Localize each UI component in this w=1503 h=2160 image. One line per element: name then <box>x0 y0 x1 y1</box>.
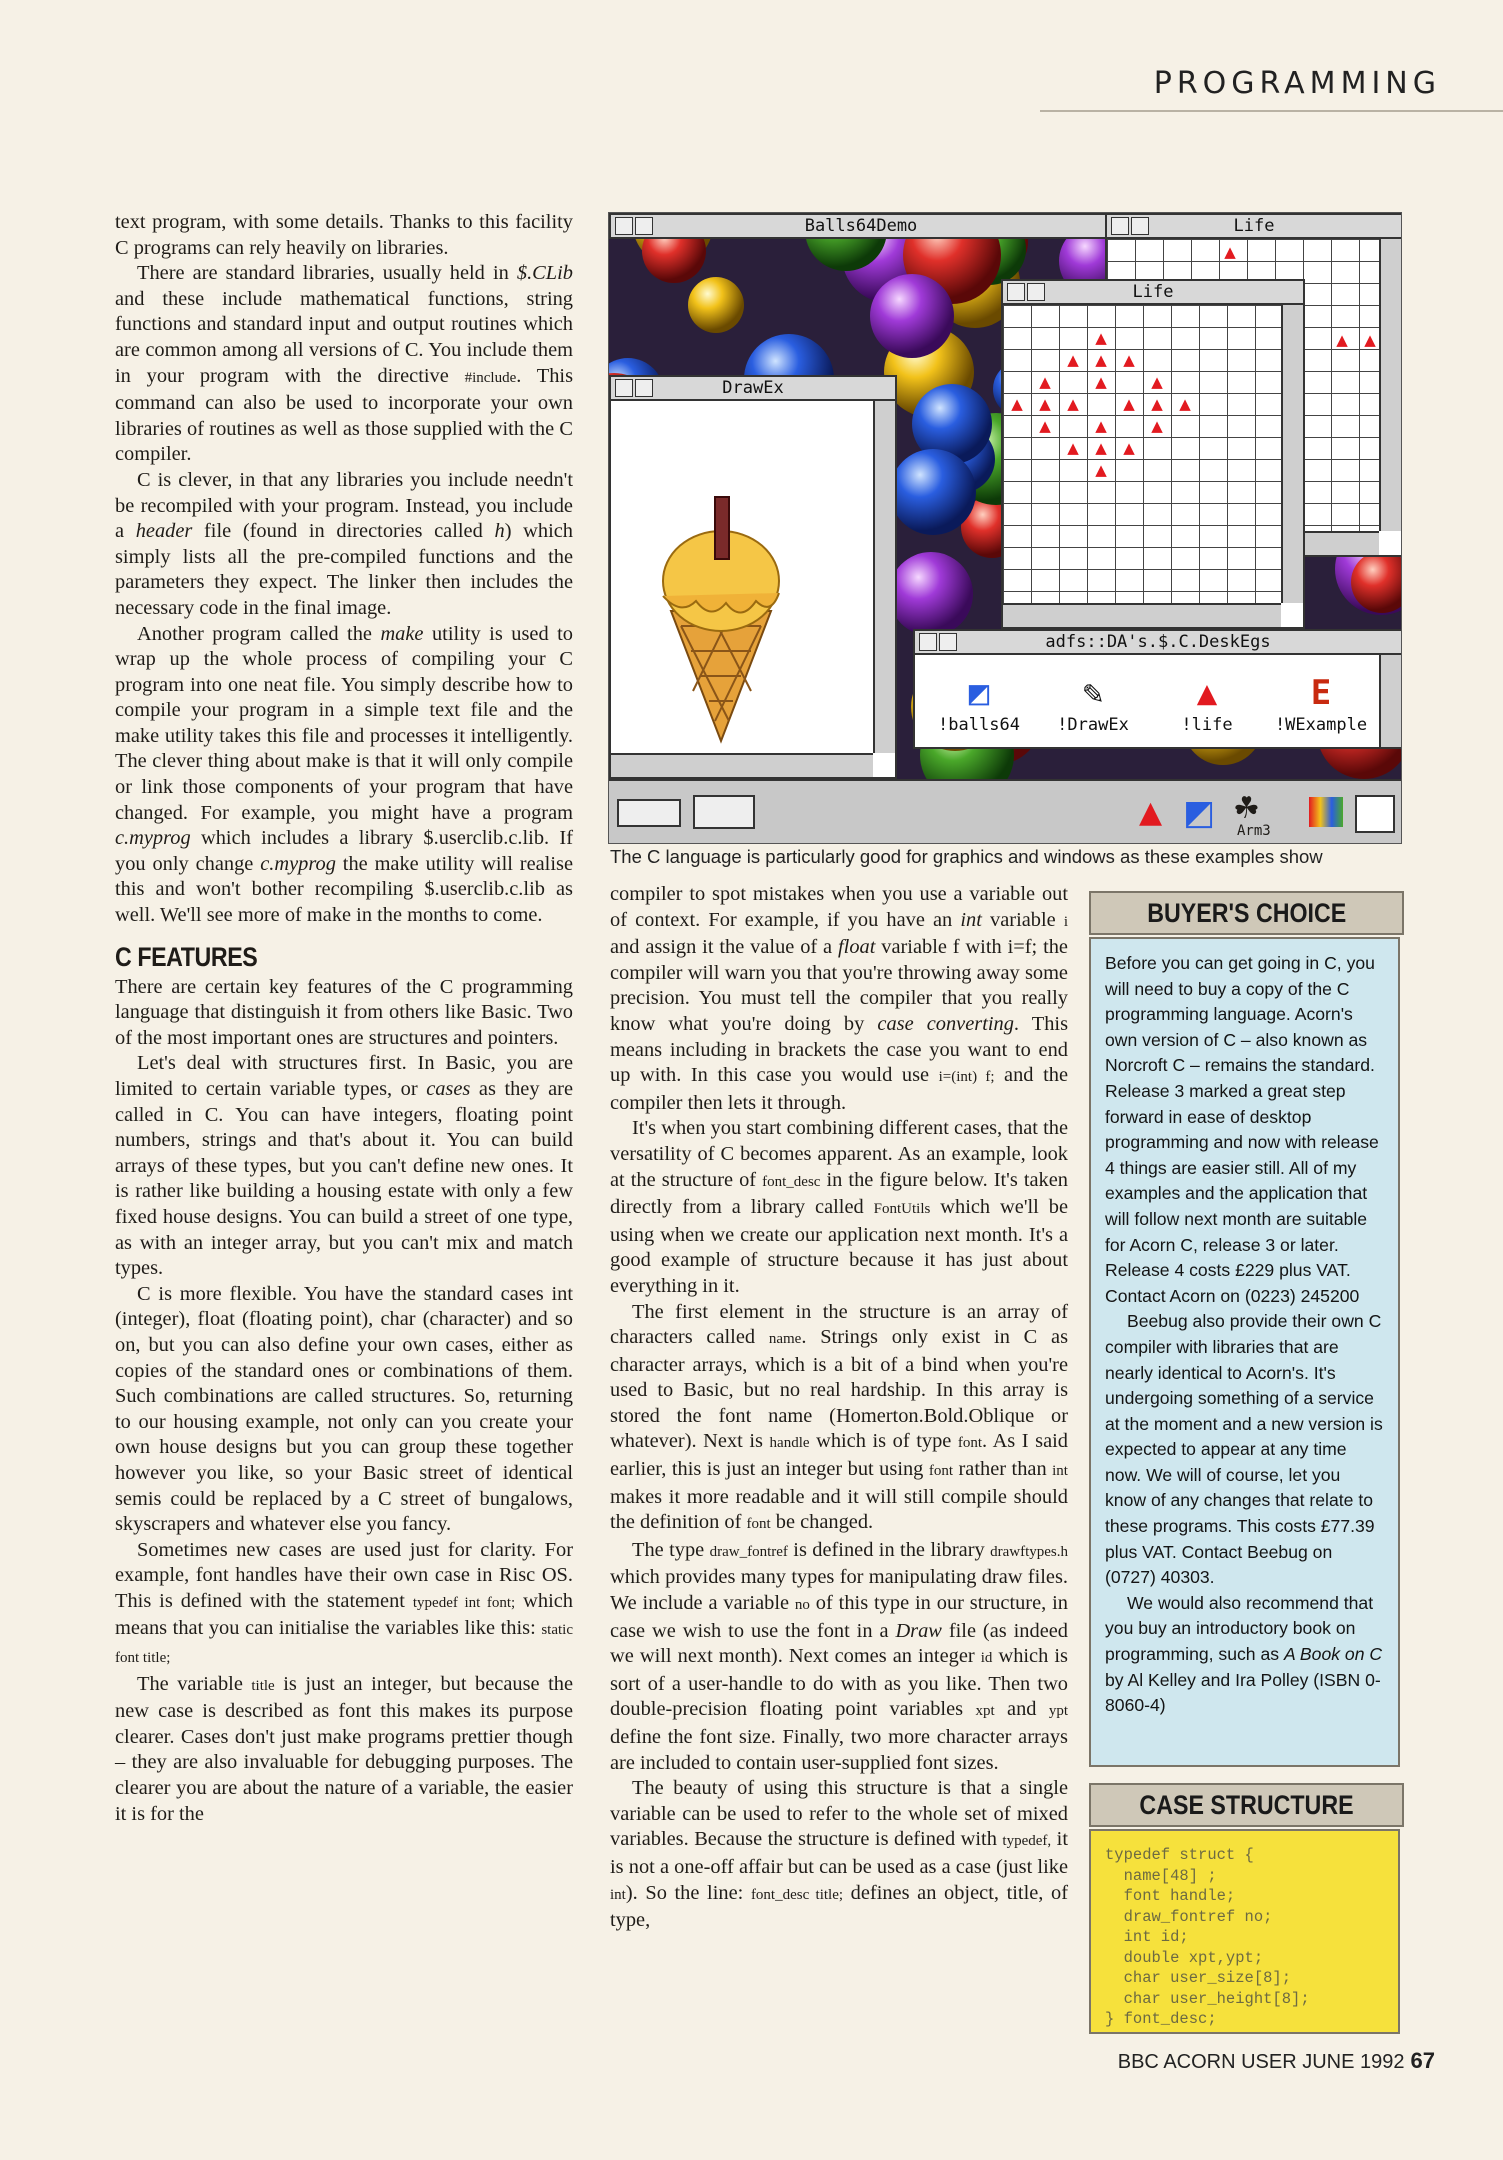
text: and these include mathematical functions, string functions and standard input and output routines which are common among all versions of C. You include them in your program with the directive <box>115 287 573 387</box>
close-icon[interactable] <box>1027 283 1045 301</box>
inline-code: i <box>1063 913 1069 930</box>
text: which we'll be using when we create our application next month. It's a good example of structure because it has just about everything in it. <box>610 1196 1068 1297</box>
section-heading: C FEATURES <box>115 941 258 972</box>
window-title-bar[interactable] <box>611 215 1111 239</box>
text: in the figure below. It's taken directly from a library called <box>610 1168 1068 1219</box>
text: variable <box>981 908 1064 931</box>
inline-code: draw_fontref <box>709 1543 788 1560</box>
ice-cream-drawing <box>611 401 873 753</box>
case-structure-code: typedef struct { name[48] ; font handle; draw_fontref no; int id; double xpt,ypt; char user_size[8]; char user_height[8]; } font_desc; <box>1089 1829 1400 2034</box>
book-title: A Book on C <box>1283 1644 1383 1665</box>
heading-text: BUYER'S CHOICE <box>1146 898 1347 928</box>
life-cell-icon: ▲ <box>1179 395 1191 413</box>
life-cell-icon: ▲ <box>1095 439 1107 457</box>
article-column-1 <box>115 210 573 1827</box>
buyers-choice-box <box>1089 937 1400 1767</box>
text: There are certain key features of the C programming language that distinguish it from others like Basic. Two of the most important ones are structures and pointers. <box>115 975 573 1049</box>
text: it is not a one-off affair but can be used as a case (just like <box>610 1828 1068 1878</box>
text: There are standard libraries, usually held in <box>137 262 517 285</box>
emphasis: int <box>960 908 982 931</box>
inline-code: int <box>1052 1463 1068 1480</box>
paragraph <box>115 468 573 622</box>
life-cell-icon: ▲ <box>1151 417 1163 435</box>
text: makes it more readable and it will still compile should the definition of <box>610 1485 1068 1534</box>
vertical-scrollbar[interactable] <box>1281 305 1303 603</box>
text: and the compiler then lets it through. <box>610 1064 1068 1114</box>
text: text program, with some details. Thanks to this facility C programs can rely heavily on libraries. <box>115 211 573 259</box>
text: It's when you start combining different cases, that the versatility of C becomes apparent. As an example, look at the structure of <box>610 1117 1068 1191</box>
paragraph <box>610 882 1068 1116</box>
emphasis: header <box>135 520 193 543</box>
life-cell-icon: ▲ <box>1336 331 1348 349</box>
text: be changed. <box>770 1511 874 1534</box>
horizontal-scrollbar[interactable] <box>1003 603 1281 627</box>
emphasis: case converting <box>877 1012 1014 1035</box>
text: define the font size. Finally, two more character arrays are included to contain user-supplied font sizes. <box>610 1726 1068 1774</box>
text: ). So the line: <box>625 1881 751 1904</box>
text: The first element in the structure is an array of characters called <box>610 1300 1068 1349</box>
inline-code: no <box>794 1597 810 1614</box>
life-cell-icon: ▲ <box>1364 331 1376 349</box>
ram-disc-icon[interactable] <box>693 795 755 829</box>
inline-code: FontUtils <box>873 1201 931 1218</box>
text: compiler to spot mistakes when you use a variable out of context. For example, if you have an <box>610 883 1068 931</box>
inline-code: i=(int) f; <box>938 1069 995 1086</box>
text: is defined in the library <box>787 1538 991 1561</box>
inline-code: title <box>251 1677 275 1694</box>
close-icon[interactable] <box>635 217 653 235</box>
paragraph <box>610 1776 1068 1934</box>
paragraph <box>115 622 573 929</box>
issue-line: BBC ACORN USER JUNE 1992 <box>1117 2051 1405 2073</box>
window-title: Balls64Demo <box>804 216 918 236</box>
life-cell-icon: ▲ <box>1039 417 1051 435</box>
text: which means that you can initialise the variables like this: <box>115 1589 573 1640</box>
life-cell-icon: ▲ <box>1151 395 1163 413</box>
paragraph <box>115 975 573 1052</box>
text: Another program called the <box>137 622 381 645</box>
close-icon[interactable] <box>635 379 653 397</box>
text: which is of type <box>809 1430 958 1453</box>
filer-window <box>913 629 1402 749</box>
balls-iconbar-icon[interactable]: ◩ <box>1183 793 1216 833</box>
figure-caption: The C language is particularly good for graphics and windows as these examples show <box>610 846 1323 867</box>
text: by Al Kelley and Ira Polley (ISBN 0-8060-4) <box>1105 1669 1381 1716</box>
app-label: !WExample <box>1274 715 1368 735</box>
life-cell-icon: ▲ <box>1039 395 1051 413</box>
life-cell-icon: ▲ <box>1067 439 1079 457</box>
window-title-bar[interactable] <box>915 631 1401 655</box>
inline-code: drawftypes.h <box>990 1543 1068 1560</box>
iconbar-label: Arm3 <box>1237 823 1271 839</box>
window-title: DrawEx <box>722 378 784 398</box>
back-icon[interactable] <box>615 217 633 235</box>
app-icon-wexample[interactable] <box>1261 671 1381 735</box>
life-cell-icon: ▲ <box>1224 243 1236 261</box>
vertical-scrollbar[interactable] <box>873 401 895 753</box>
text: The variable <box>137 1672 252 1695</box>
app-icon-drawex[interactable] <box>1033 671 1153 735</box>
close-icon[interactable] <box>939 633 957 651</box>
ball <box>889 552 973 636</box>
life-cell-icon: ▲ <box>1095 329 1107 347</box>
life-cell-icon: ▲ <box>1123 351 1135 369</box>
inline-code: font <box>957 1435 983 1452</box>
life-app-icon: ▲ <box>1196 673 1218 713</box>
inline-code: font <box>928 1463 954 1480</box>
paragraph <box>115 1538 573 1672</box>
text: . This means including in brackets the case you want to end up with. In this case you would use <box>610 1012 1069 1087</box>
case-structure-heading <box>1089 1783 1404 1827</box>
text: We would also recommend that you buy an introductory book on programming, such as <box>1105 1592 1374 1665</box>
emphasis: cases <box>426 1078 471 1100</box>
back-icon[interactable] <box>1007 283 1025 301</box>
back-icon[interactable] <box>1111 217 1129 235</box>
horizontal-scrollbar[interactable] <box>611 753 873 777</box>
inline-code: ypt <box>1048 1703 1069 1720</box>
lib-path: $.CLib <box>516 262 573 285</box>
heading-text: CASE STRUCTURE <box>1139 1790 1354 1820</box>
window-title-bar[interactable] <box>611 377 895 401</box>
acorn-iconbar-icon[interactable]: ☘ <box>1233 791 1260 826</box>
app-label: !life <box>1181 715 1233 735</box>
life-cell-icon: ▲ <box>1095 351 1107 369</box>
ball <box>890 449 976 535</box>
back-icon[interactable] <box>919 633 937 651</box>
text: defines an object, title, of type, <box>610 1881 1069 1932</box>
window-title: adfs::DA's.$.C.DeskEgs <box>1045 632 1271 652</box>
icon-bar <box>609 779 1401 844</box>
paragraph <box>115 261 573 468</box>
life-cell-icon: ▲ <box>1151 373 1163 391</box>
ball <box>688 277 744 333</box>
inline-code: font_desc title; <box>750 1886 844 1903</box>
emphasis: h <box>494 520 505 543</box>
vertical-scrollbar[interactable] <box>1379 655 1401 747</box>
text: The type <box>632 1538 710 1561</box>
text: is just an integer, but because the new case is described as font this makes its purpose clearer. Cases don't just make programs prettier though – they are also invaluable for debugging purposes. The clearer you are about the nature of a variable, the easier it is for the <box>115 1672 573 1825</box>
window-title-bar[interactable] <box>1107 215 1401 239</box>
inline-code: int <box>610 1886 626 1903</box>
text: the make utility will realise this and won't bother recompiling $.userclib.c.lib as well. We'll see more of make in the months to come. <box>115 852 573 927</box>
text: and <box>994 1698 1049 1721</box>
text: and assign it the value of a <box>610 936 838 959</box>
window-title-bar[interactable] <box>1003 281 1303 305</box>
drawex-app-icon: ✎ <box>1082 673 1104 713</box>
text: which is sort of a user-handle to do with as you like. Then two double-precision floating point variables <box>610 1645 1068 1721</box>
text: as they are called in C. You can have integers, floating point numbers, strings and that's about it. You can build arrays of these types, but you can't define new ones. It is rather like building a housing estate with only a few fixed house designs. You can build a street of one type, as with an integer array, but you can't mix and match types. <box>115 1078 573 1280</box>
text: which includes a library $.userclib.c.lib. If you only change <box>115 827 573 875</box>
text: C is more flexible. You have the standard cases int (integer), float (floating point), char (character) and so on, but you can also define your own cases, either as copies of the standard ones or combinations of them. Such combinations are called structures. So, returning to our housing example, not only can you create your own house designs but you can group these together however you like, so your Basic street of identical semis could be replaced by a C street of bungalows, skyscrapers and whatever else you fancy. <box>115 1282 573 1536</box>
text: . This command can also be used to incorporate your own libraries of routines as well as those supplied with the C compiler. <box>115 364 574 466</box>
inline-code: typedef int font; <box>412 1594 516 1611</box>
paragraph <box>610 1116 1068 1299</box>
wexample-app-icon: E <box>1310 673 1332 713</box>
back-icon[interactable] <box>615 379 633 397</box>
inline-code: id <box>980 1650 993 1667</box>
task-manager-icon[interactable] <box>1355 795 1395 833</box>
text: . As I said earlier, this is just an integer but using <box>610 1430 1069 1481</box>
text: ) which simply lists all the pre-compiled functions and the parameters they expect. The linker then includes the necessary code in the final image. <box>115 520 573 619</box>
text: Sometimes new cases are used just for clarity. For example, font handles have their own case in Risc OS. This is defined with the statement <box>115 1538 573 1612</box>
life-cell-icon: ▲ <box>1067 395 1079 413</box>
app-label: !balls64 <box>938 715 1020 735</box>
section-header: PROGRAMMING <box>1153 66 1441 101</box>
paragraph <box>610 1300 1068 1538</box>
text: C is clever, in that any libraries you include needn't be recompiled with your program. Instead, you include a <box>115 468 573 543</box>
text: . Strings only exist in C as character arrays, which is a bit of a bind when you're used to Basic, but no real hardship. In this array is stored the font name (Homerton.Bold.Oblique or whatever). Next is <box>610 1326 1069 1453</box>
balls-window-frame <box>609 213 1113 239</box>
ball <box>870 274 954 358</box>
emphasis: Draw <box>895 1619 942 1642</box>
app-icon-balls64[interactable] <box>919 671 1039 735</box>
life-window-front <box>1001 279 1305 629</box>
life-cell-icon: ▲ <box>1123 439 1135 457</box>
paragraph <box>115 1282 573 1538</box>
text: of this type in our structure, in case we wish to use the font in a <box>610 1592 1068 1642</box>
inline-code: xpt <box>975 1703 995 1720</box>
balls-app-icon: ◩ <box>968 673 990 713</box>
inline-code: handle <box>769 1435 810 1452</box>
page-footer <box>1118 2048 1435 2074</box>
emphasis: make <box>380 622 424 645</box>
paragraph: Beebug also provide their own C compiler with libraries that are nearly identical to Acorn's. It's undergoing something of a service at the moment and a new version is expected to appear at any time now. We will of course, let you know of any changes that relate to these programs. This costs £77.39 plus VAT. Contact Beebug on (0727) 40303. <box>1105 1311 1383 1588</box>
text: variable f with i=f; the compiler will warn you that you're throwing away some precision. You must tell the compiler that you really know what you're doing by <box>610 936 1068 1035</box>
buyers-choice-heading <box>1089 891 1404 935</box>
inline-code: font <box>746 1516 771 1533</box>
life-iconbar-icon[interactable]: ▲ <box>1139 795 1163 830</box>
inline-code: typedef, <box>1002 1833 1052 1850</box>
life-cell-icon: ▲ <box>1095 417 1107 435</box>
paragraph: Before you can get going in C, you will need to buy a copy of the C programming language. Acorn's own version of C – also known as Norcroft C – remains the standard. Release 3 marked a great step forward in ease of desktop programming and now with release 4 things are easier still. All of my examples and the application that will follow next month are suitable for Acorn C, release 3 or later. Release 4 costs £229 plus VAT. Contact Acorn on (0223) 245200 <box>1105 953 1379 1306</box>
emphasis: c.myprog <box>115 827 191 850</box>
close-icon[interactable] <box>1131 217 1149 235</box>
vertical-scrollbar[interactable] <box>1379 239 1401 531</box>
article-column-2 <box>610 882 1068 1934</box>
text: file (found in directories called <box>192 520 495 543</box>
drawex-window <box>609 375 897 779</box>
section-rule <box>1040 110 1503 112</box>
inline-code: #include <box>464 369 517 386</box>
window-title: Life <box>1233 216 1275 236</box>
life-cell-icon: ▲ <box>1095 373 1107 391</box>
inline-code: name <box>768 1331 802 1348</box>
life-grid[interactable] <box>1003 305 1281 603</box>
text: utility is used to wrap up the whole process of compiling your C program into one neat file. You simply describe how to compile your program in a simple text file and the make utility takes this file and processes it intelligently. The clever thing about make is that it will only compile or link those components of your program that have changed. For example, you might have a program <box>115 622 573 824</box>
palette-icon[interactable] <box>1309 797 1343 827</box>
inline-code: font_desc <box>762 1173 821 1190</box>
paragraph <box>115 1672 573 1828</box>
life-cell-icon: ▲ <box>1123 395 1135 413</box>
paragraph <box>115 1051 573 1281</box>
desktop-screenshot <box>608 212 1402 844</box>
life-cell-icon: ▲ <box>1039 373 1051 391</box>
disc-drive-icon[interactable] <box>617 799 681 827</box>
window-title: Life <box>1132 282 1174 302</box>
paragraph <box>610 1538 1068 1776</box>
app-label: !DrawEx <box>1057 715 1129 735</box>
life-cell-icon: ▲ <box>1095 461 1107 479</box>
text: rather than <box>953 1458 1053 1481</box>
paragraph <box>1105 1591 1386 1719</box>
paragraph <box>115 210 573 261</box>
life-cell-icon: ▲ <box>1011 395 1023 413</box>
emphasis: float <box>837 936 876 959</box>
text: Let's deal with structures first. In Basic, you are limited to certain variable types, or <box>115 1052 573 1100</box>
inline-code: static font title; <box>115 1622 573 1667</box>
emphasis: c.myprog <box>260 852 336 875</box>
text: The beauty of using this structure is that a single variable can be used to refer to the whole set of mixed variables. Because the structure is defined with <box>610 1777 1068 1851</box>
text: which provides many types for manipulating draw files. We include a variable <box>610 1566 1068 1615</box>
app-icon-life[interactable] <box>1147 671 1267 735</box>
text: file (as indeed we will next month). Next comes an integer <box>610 1619 1068 1668</box>
life-cell-icon: ▲ <box>1067 351 1079 369</box>
page-number: 67 <box>1410 2048 1435 2073</box>
